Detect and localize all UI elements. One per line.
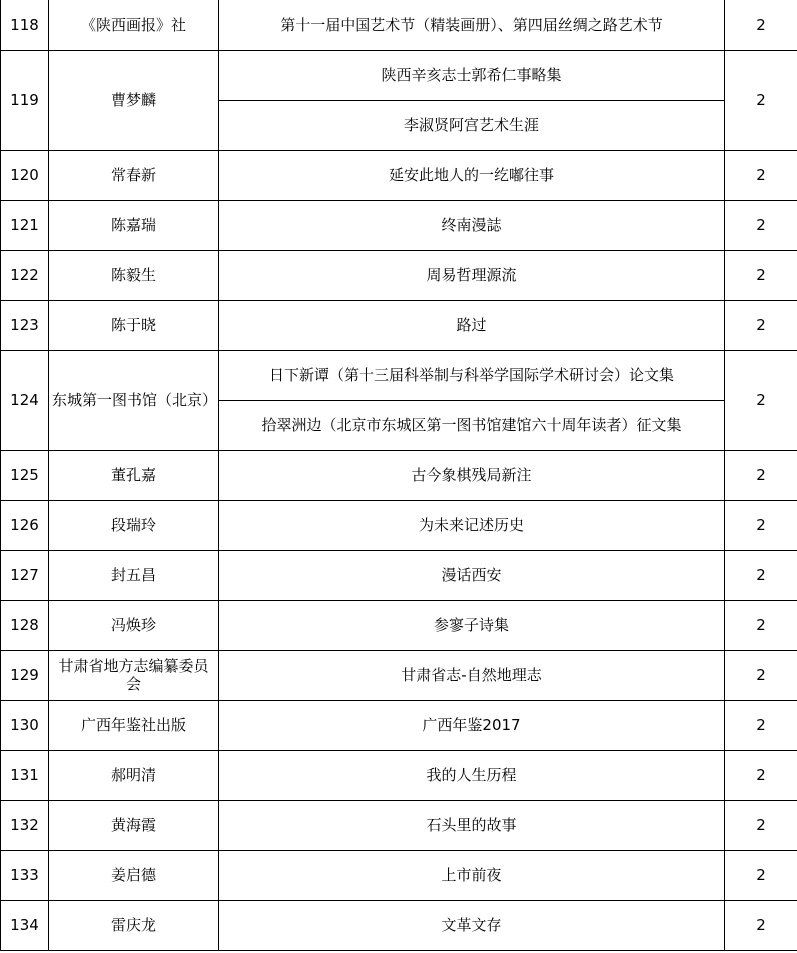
donor-name: 黄海霞 [49, 800, 219, 850]
row-number: 128 [1, 600, 49, 650]
copy-count: 2 [725, 350, 797, 450]
copy-count: 2 [725, 900, 797, 950]
donor-name: 甘肃省地方志编纂委员会 [49, 650, 219, 700]
table-row [1, 300, 797, 350]
table-row [1, 550, 797, 600]
donor-name: 封五昌 [49, 550, 219, 600]
row-number: 130 [1, 700, 49, 750]
donor-name: 郝明清 [49, 750, 219, 800]
book-title: 广西年鉴2017 [219, 700, 725, 750]
book-title: 漫话西安 [219, 550, 725, 600]
row-number: 134 [1, 900, 49, 950]
book-title: 参寥子诗集 [219, 600, 725, 650]
donor-name: 常春新 [49, 150, 219, 200]
book-title: 甘肃省志-自然地理志 [219, 650, 725, 700]
table-row [1, 900, 797, 950]
row-number: 131 [1, 750, 49, 800]
book-title: 古今象棋残局新注 [219, 450, 725, 500]
table-row [1, 500, 797, 550]
row-number: 122 [1, 250, 49, 300]
book-title: 上市前夜 [219, 850, 725, 900]
table-row [1, 250, 797, 300]
row-number: 126 [1, 500, 49, 550]
row-number: 133 [1, 850, 49, 900]
donor-name: 《陕西画报》社 [49, 0, 219, 50]
table-row [1, 600, 797, 650]
book-title: 我的人生历程 [219, 750, 725, 800]
copy-count: 2 [725, 250, 797, 300]
donor-name: 陈毅生 [49, 250, 219, 300]
copy-count: 2 [725, 500, 797, 550]
book-title: 陕西辛亥志士郭希仁事略集 [219, 50, 725, 100]
copy-count: 2 [725, 850, 797, 900]
book-title: 文革文存 [219, 900, 725, 950]
table-row [1, 200, 797, 250]
table-row [1, 150, 797, 200]
copy-count: 2 [725, 700, 797, 750]
row-number: 125 [1, 450, 49, 500]
donor-name: 陈于晓 [49, 300, 219, 350]
copy-count: 2 [725, 200, 797, 250]
book-title: 终南漫誌 [219, 200, 725, 250]
row-number: 132 [1, 800, 49, 850]
donor-name: 冯焕珍 [49, 600, 219, 650]
book-title: 日下新谭（第十三届科举制与科举学国际学术研讨会）论文集 [219, 350, 725, 400]
row-number: 118 [1, 0, 49, 50]
copy-count: 2 [725, 800, 797, 850]
table-row [1, 650, 797, 700]
table-body [1, 0, 797, 950]
row-number: 127 [1, 550, 49, 600]
copy-count: 2 [725, 50, 797, 150]
book-title: 石头里的故事 [219, 800, 725, 850]
book-title: 拾翠洲边（北京市东城区第一图书馆建馆六十周年读者）征文集 [219, 400, 725, 450]
copy-count: 2 [725, 300, 797, 350]
row-number: 123 [1, 300, 49, 350]
donor-name: 姜启德 [49, 850, 219, 900]
copy-count: 2 [725, 550, 797, 600]
book-title: 为未来记述历史 [219, 500, 725, 550]
copy-count: 2 [725, 150, 797, 200]
row-number: 119 [1, 50, 49, 150]
copy-count: 2 [725, 600, 797, 650]
book-title: 周易哲理源流 [219, 250, 725, 300]
row-number: 129 [1, 650, 49, 700]
table-row [1, 350, 797, 400]
donor-name: 董孔嘉 [49, 450, 219, 500]
donor-name: 东城第一图书馆（北京） [49, 350, 219, 450]
table-row [1, 850, 797, 900]
donor-name: 曹梦麟 [49, 50, 219, 150]
donor-name: 雷庆龙 [49, 900, 219, 950]
book-title: 路过 [219, 300, 725, 350]
donor-name: 广西年鉴社出版 [49, 700, 219, 750]
donor-name: 段瑞玲 [49, 500, 219, 550]
book-title: 延安此地人的一纥嘟往事 [219, 150, 725, 200]
table-row [1, 700, 797, 750]
row-number: 124 [1, 350, 49, 450]
row-number: 120 [1, 150, 49, 200]
table-row [1, 450, 797, 500]
table-row [1, 800, 797, 850]
book-title: 李淑贤阿宫艺术生涯 [219, 100, 725, 150]
copy-count: 2 [725, 650, 797, 700]
copy-count: 2 [725, 450, 797, 500]
table-row [1, 50, 797, 100]
donor-name: 陈嘉瑞 [49, 200, 219, 250]
table-row [1, 0, 797, 50]
table-row [1, 750, 797, 800]
copy-count: 2 [725, 750, 797, 800]
book-title: 第十一届中国艺术节（精装画册）、第四届丝绸之路艺术节 [219, 0, 725, 50]
row-number: 121 [1, 200, 49, 250]
copy-count: 2 [725, 0, 797, 50]
